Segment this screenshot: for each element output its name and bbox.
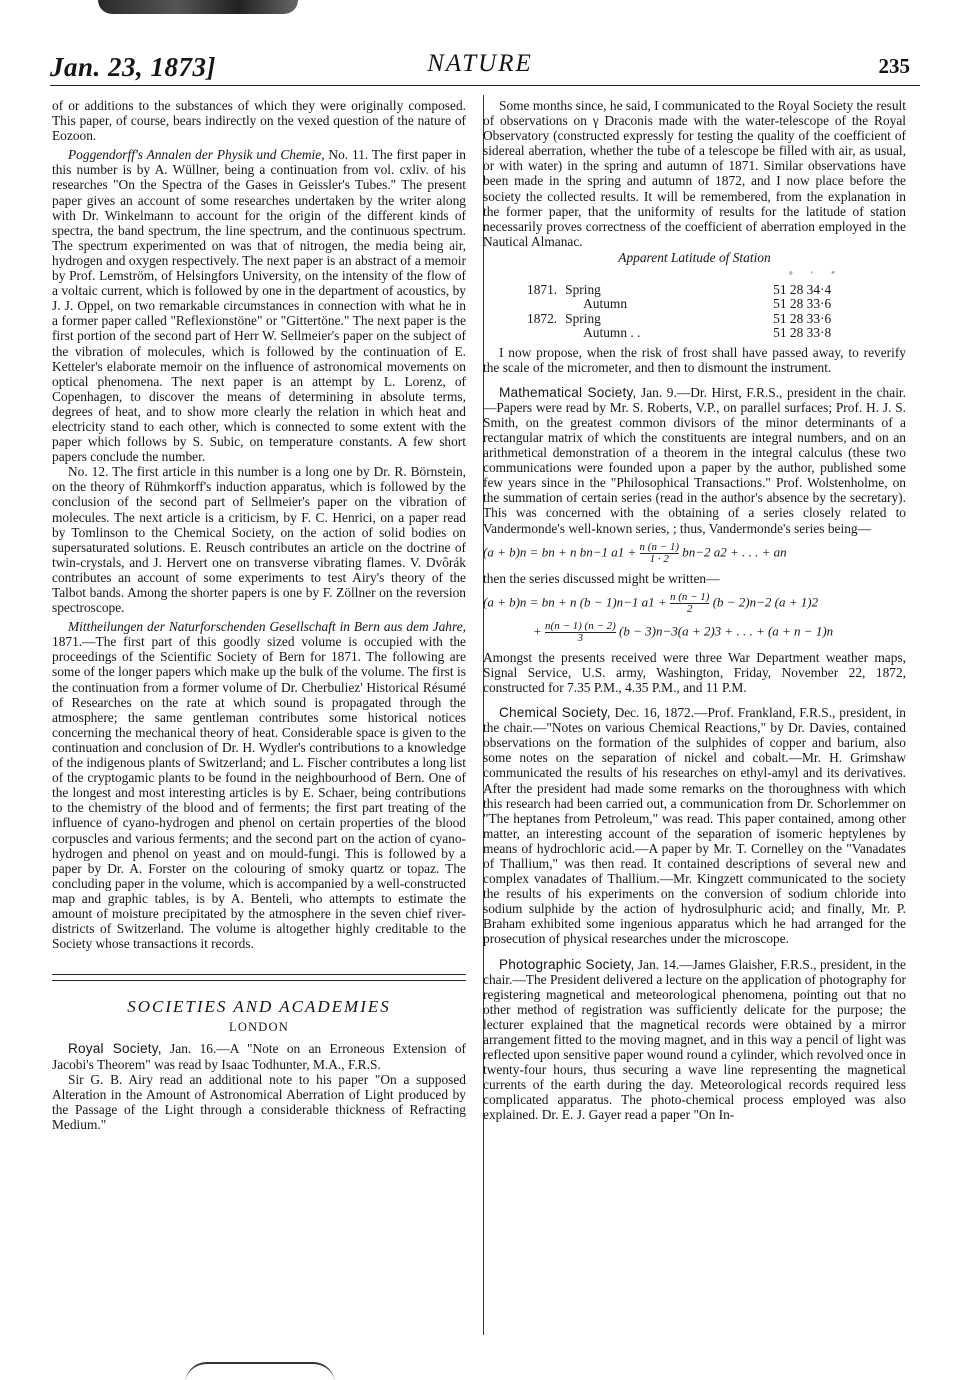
presents-paragraph: Amongst the presents received were three War Department weather maps, Signal Service, U.S. army, Washington, Friday, November 22, 1872, constructed for 7.35 P.M., 4.35 P.M., and 11 P.M. [483,649,906,695]
formula2-right: (b − 2)n−2 (a + 1)2 [712,594,819,610]
formula1-right: bn−2 a2 + . . . + an [682,544,787,560]
section-heading: SOCIETIES AND ACADEMIES [127,997,391,1017]
intro-paragraph: of or additions to the substances of which they were originally composed. This paper, of course, bears indirectly on the vexed question of the nature of Eozoon. [52,98,466,144]
royal-society-heading: Royal Society, [68,1041,162,1057]
mathematical-society-heading: Mathematical Society, [499,384,637,400]
formula1-fraction [640,542,680,565]
latitude-table [523,268,847,341]
mathematical-society-text: Jan. 9.—Dr. Hirst, F.R.S., president in the chair.—Papers were read by Mr. S. Roberts, V.P., on parallel surfaces; Prof. H. J. S. Smith, on the greatest common divisors of the minor determinants of a rectangular matrix of which the constituents are integral numbers, and on an arithmetical demonstration of a theorem in the integral calculus (these two communications were founded upon a paper by the author, published some few years since in the "Philosophical Transactions." Prof. Wolstenholme, on the summation of certain series (read in the author's absence by the secretary). This was concerned with the obtaining of a series closely related to Vandermonde's well-known series, ; thus, Vandermonde's series being— [483,384,906,536]
chemical-society-paragraph [483,705,906,947]
bern-title: Mittheilungen der Naturforschenden Gesellschaft in Bern aus dem Jahre, [68,619,466,635]
poggendorff-title: Poggendorff's Annalen der Physik und Chemie, [68,147,325,163]
airy-continuation: Some months since, he said, I communicated to the Royal Society the result of observations on γ Draconis made with the water-telescope of the Royal Observatory (constructed expressly for testing the quality of the coefficient of sidereal aberration, whether the tube of a telescope be filled with air, as usual, or with water) in the spring and autumn of 1871. Similar observations have been made in the spring and autumn of 1872, and I now place before the society the collected results. It will be remembered, from the explanation in the former paper, that the uniformity of results for the latitude of station necessarily proves correctness of the coefficient of aberration employed in the Nautical Almanac. [483,98,906,249]
row-year: 1871. [527,281,558,297]
formula1-numerator: n (n − 1) [639,540,680,553]
header-page-number: 235 [878,54,910,78]
latitude-table-units-row [523,268,847,283]
bern-paragraph [52,619,466,951]
royal-society-paragraph [52,1041,466,1071]
formula-series-continued: + $\frac{n(n - 1) (n - 2)}{3}$ (b − 3)n−3(a + 2)3 + . . . + (a + n − 1)n [533,619,834,644]
airy-paragraph: Sir G. B. Airy read an additional note to his paper "On a supposed Alteration in the Amount of Astronomical Aberration of Light produced by the Passage of the Light through a considerable thickness of Refracting Medium." [52,1071,466,1132]
section-subheading: LONDON [229,1020,289,1035]
row-season: Autumn . . [583,325,641,341]
formula1-denominator: 1 · 2 [640,553,680,565]
formula3-denominator: 3 [545,632,616,644]
formula2-left: (a + b)n = bn + n (b − 1)n−1 a1 + [483,594,667,610]
row-year [523,297,561,312]
formula3-right: (b − 3)n−3(a + 2)3 + . . . + (a + n − 1)n [619,623,834,639]
formula-series [483,592,906,615]
royal-society-text: Jan. 16.—A "Note on an Erroneous Extension of Jacobi's Theorem" was read by Isaac Todhunter, M.A., F.R.S. [52,1041,466,1072]
formula3-numerator: n(n − 1) (n − 2) [545,619,616,632]
no12-paragraph: No. 12. The first article in this number is a long one by Dr. R. Börnstein, on the theory of Rühmkorff's induction apparatus, which is followed by the conclusion of the second part of Sellmeier's paper on the vibration of molecules. The next article is a criticism, by F. C. Henrici, on a paper read by Tomlinson to the Chemical Society, on the action of solid bodies on supersaturated solutions. E. Reusch contributes an article on the doctrine of twin-crystals, and J. Hervert one on transverse vibrating flames. V. Dvôrák contributes an account of some experiments to test Airy's theory of the Talbot bands. Among the shorter papers is one by F. Zöllner on the reversion spectroscope. [52,464,466,616]
formula-vandermonde [483,542,906,565]
formula2-numerator: n (n − 1) [669,590,710,603]
chemical-society-text: Dec. 16, 1872.—Prof. Frankland, F.R.S., president, in the chair.—"Notes on various Chemical Reactions," by Dr. Davies, contained observations on the formation of the sulphides of copper and barium, also some notes on the separation of nickel and cobalt.—Mr. H. Grimshaw communicated the results of his researches on ethyl-amyl and its derivatives. After the president had made some remarks on the thoroughness with which this research had been carried out, a communication from Dr. Schorlemmer on "The heptanes from Petroleum," was read. This paper contained, among other matter, an interesting account of the separation of isomeric heptylenes by means of hydrochloric acid.—A paper by Mr. T. Cornelley on the "Vanadates of Thallium," was then read. It contained descriptions of several new and complex vanadates of Thallium.—Mr. Kingzett communicated to the society the results of his experiments on the conversion of sodium chloride into sodium sulphide by the action of hydrosulphuric acid; and finally, Mr. P. Braham exhibited some ingenious apparatus which he had arranged for the prosecution of physical researches under the microscope. [483,705,906,947]
scan-smudge-bottom [185,1362,335,1380]
table-row [523,297,847,312]
row-season: Spring [565,281,601,297]
latitude-units: ° ′ ″ [789,270,843,281]
formula1-left: (a + b)n = bn + n bn−1 a1 + [483,544,637,560]
poggendorff-paragraph [52,147,466,464]
row-season: Spring [565,310,601,326]
airy-closing-paragraph: I now propose, when the risk of frost shall have passed away, to reverify the scale of the micrometer, and then to dismount the instrument. [483,344,906,375]
page-header [50,50,910,86]
left-column [52,98,466,1132]
header-journal-title: NATURE [427,50,533,77]
poggendorff-text: The first paper in this number is by A. Wüllner, being a continuation from vol. cxliv. of his researches "On the Spectra of the Gases in Geissler's Tubes." The present paper gives an account of some researches undertaken by the writer along with Dr. Winkelmann to account for the origin of the different kinds of spectra, the band spectrum, the line spectrum, and the continuous spectrum. The spectrum experimented on was that of nitrogen, the media being air, hydrogen and oxygen respectively. The next paper is an abstract of a memoir by Prof. Lemström, of Helsingfors University, on the intensity of the flow of a voltaic current, which is followed by one in the department of acoustics, by J. J. Oppel, on two remarkable circumstances in connection with what he in a former paper called "Reflexionstöne" or "Gittertöne." The next paper is the first portion of the second part of Herr W. Sellmeier's paper on the subject of the vibration of molecules, which is followed by the continuation of E. Ketteler's elaborate memoir on the influence of astronomical movements on optical phenomena. The next paper is an attempt by L. Lorenz, of Copenhagen, to discover the means of determining in absolute terms, degrees of heat, and to show more clearly the relation in which heat and electricity stand to each other, which is connected to some extent with the paper which follows by S. Subic, on temperature constants. A few short papers conclude the number. [52,147,466,465]
formula2-fraction [670,592,710,615]
formula-mid-text: then the series discussed might be written— [483,570,720,586]
scan-smudge [98,0,298,14]
table-row [523,283,847,298]
row-value: 51 28 33·8 [773,325,832,341]
header-rule [50,85,920,86]
photographic-society-paragraph [483,957,906,1123]
header-date: Jan. 23, 1873] [50,52,217,82]
chemical-society-heading: Chemical Society, [499,705,611,721]
row-year: 1872. [527,310,558,326]
latitude-table-caption: Apparent Latitude of Station [618,249,771,265]
photographic-society-heading: Photographic Society, [499,956,635,972]
row-season: Autumn [583,296,628,312]
row-value: 51 28 33·6 [773,310,832,326]
mathematical-society-paragraph [483,385,906,536]
row-value: 51 28 34·4 [773,281,832,297]
right-column [483,98,906,1123]
row-year [523,326,561,341]
section-double-rule [52,974,466,981]
row-value: 51 28 33·6 [773,296,832,312]
formula3-fraction [545,621,616,644]
bern-text: 1871.—The first part of this goodly sized volume is occupied with the proceedings of the Scientific Society of Bern for 1871. The following are some of the longer papers which make up the bulk of the volume. The first is the continuation from a former volume of Dr. Cherbuliez' Historical Résumé of Researches on the rate at which sound is propagated through the atmosphere; the same gentleman contributes some historical notices concerning the mechanical theory of heat. Considerable space is given to the continuation and conclusion of Dr. H. Wydler's contributions to a knowledge of the indigenous plants of Switzerland; and L. Fischer contributes a long list of the cryptogamic plants to be found in the neighbourhood of Bern. One of the longest and most interesting articles is by E. Schaer, being contributions to the chemistry of the blood and of ferments; the first part treating of the influence of cyano-hydrogen and phenol on certain properties of the blood corpuscles and various ferments; and the second part on the action of cyano-hydrogen and phenol on yeast and on mould-fungi. This is followed by a paper by Dr. A. Forster on the colouring of smoky quartz or topaz. The concluding paper in the volume, which is accompanied by a well-constructed map and graphic tables, is by A. Benteli, who attempts to estimate the amount of moisture precipitated by the atmosphere in the seven chief river-districts of Switzerland. The volume is altogether highly creditable to the Society whose transactions it records. [52,634,466,952]
table-row [523,312,847,327]
formula2-denominator: 2 [670,603,710,615]
poggendorff-number: No. 11. [324,147,369,163]
table-row [523,326,847,341]
photographic-society-text: Jan. 14.—James Glaisher, F.R.S., president, in the chair.—The President delivered a lecture on the application of photography for registering magnetical and meteorological phenomena, pointing out that no other method of registration was sufficiently delicate for the purpose; the lecturer explained that the magnetical records were obtained by a mirror arrangement fitted to the moving magnet, and in this way a pencil of light was reflected upon sensitive paper wound round a cylinder, which revolved once in twenty-four hours, thus securing a wave line representing the magnetical currents of the earth during the day. Meteorological records required less complicated apparatus. The photo-chemical process employed was also explained. Dr. E. J. Gayer read a paper "On In- [483,956,906,1123]
